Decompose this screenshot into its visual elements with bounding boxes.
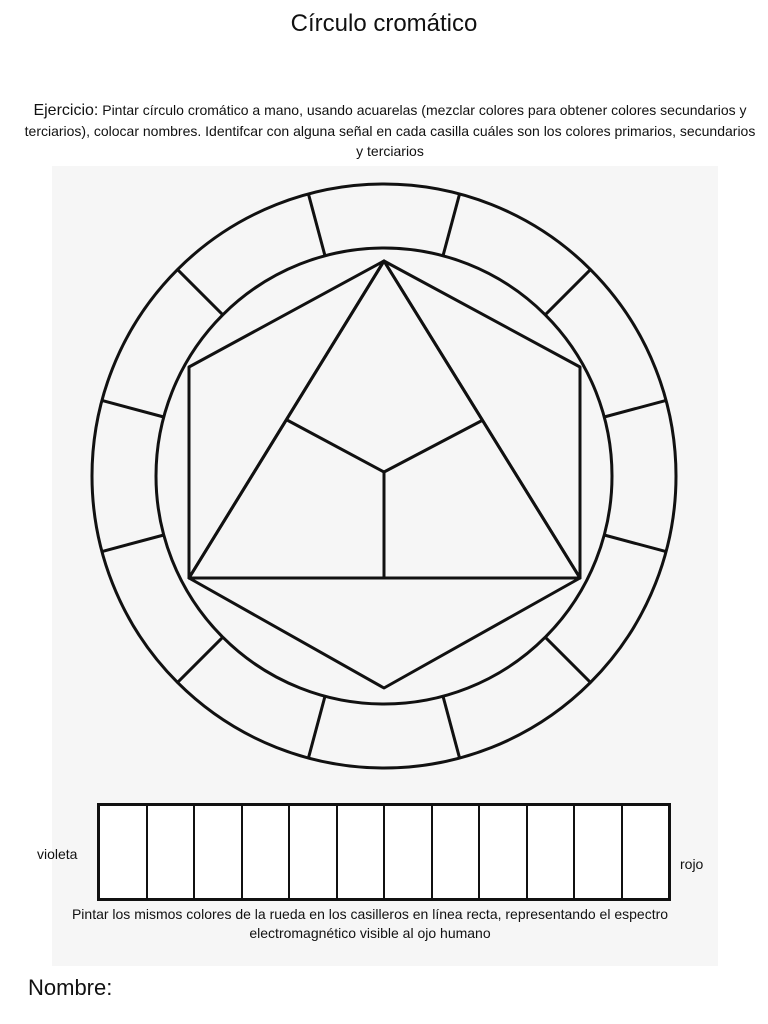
spectrum-right-label: rojo xyxy=(680,856,704,872)
inner-triangle-diagram xyxy=(189,261,580,688)
name-field-label: Nombre: xyxy=(28,975,113,1000)
secondary-triangle-bottom xyxy=(189,578,580,688)
spectrum-cell[interactable] xyxy=(526,806,574,898)
spectrum-cell[interactable] xyxy=(241,806,289,898)
ring-divider xyxy=(545,270,590,315)
spectrum-cell[interactable] xyxy=(573,806,621,898)
spectrum-cell[interactable] xyxy=(100,806,146,898)
spectrum-cell[interactable] xyxy=(193,806,241,898)
exercise-text: Pintar círculo cromático a mano, usando acuarelas (mezclar colores para obtener colores secundarios y terciarios), colocar nombres. Identifcar con alguna señal en cada casilla cuáles son los colores primarios, secundarios y terciarios xyxy=(24,102,756,159)
ring-divider xyxy=(308,696,325,758)
ring-divider xyxy=(178,637,223,682)
spectrum-cell[interactable] xyxy=(621,806,669,898)
spectrum-cell[interactable] xyxy=(288,806,336,898)
center-spoke-right xyxy=(384,420,483,472)
spectrum-left-label: violeta xyxy=(37,846,78,862)
ring-divider xyxy=(102,400,164,417)
spectrum-caption: Pintar los mismos colores de la rueda en los casilleros en línea recta, representando el espectro electromagnético visible al ojo humano xyxy=(71,906,669,941)
spectrum-cell[interactable] xyxy=(431,806,479,898)
ring-divider xyxy=(545,637,590,682)
spectrum-cell[interactable] xyxy=(383,806,431,898)
spectrum-cell[interactable] xyxy=(336,806,384,898)
exercise-label: Ejercicio: xyxy=(33,102,99,119)
ring-divider xyxy=(443,194,460,256)
spectrum-strip[interactable] xyxy=(97,803,671,901)
ring-divider xyxy=(604,400,666,417)
ring-divider xyxy=(443,696,460,758)
ring-divider xyxy=(604,535,666,552)
ring-divider xyxy=(102,535,164,552)
spectrum-cell[interactable] xyxy=(478,806,526,898)
page-title: Círculo cromático xyxy=(290,10,478,37)
ring-divider xyxy=(308,194,325,256)
center-spoke-left xyxy=(287,420,384,472)
spectrum-cell[interactable] xyxy=(146,806,194,898)
ring-divider xyxy=(178,270,223,315)
